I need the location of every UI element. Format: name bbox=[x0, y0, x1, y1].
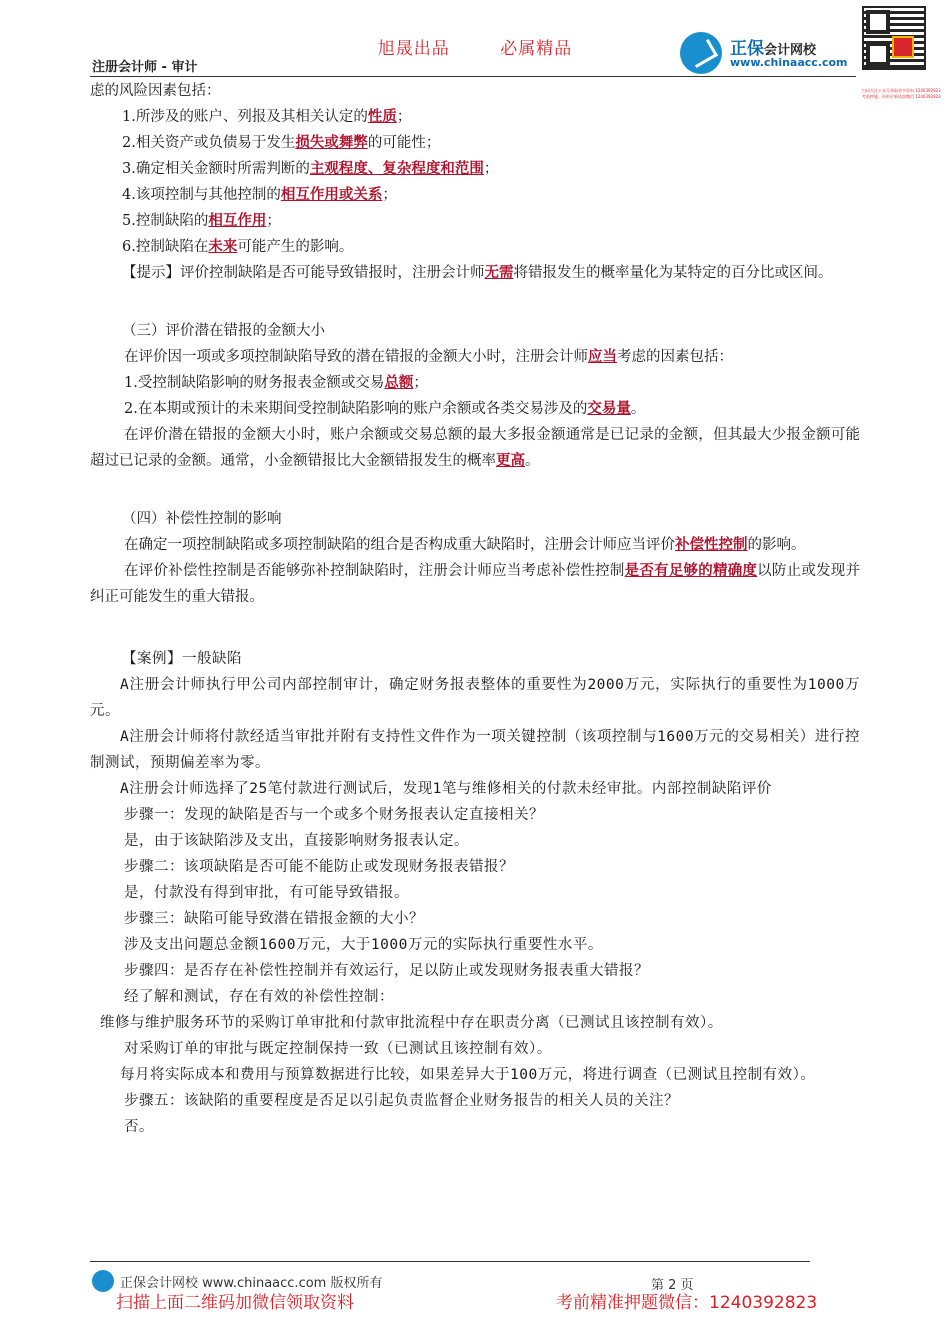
brand-mark-icon bbox=[680, 32, 722, 74]
risk-item: 2.相关资产或负债易于发生损失或舞弊的可能性； bbox=[122, 134, 441, 151]
risk-item: 5.控制缺陷的相互作用； bbox=[122, 212, 281, 229]
case-step: 经了解和测试，存在有效的补偿性控制： bbox=[124, 989, 394, 1005]
slogan-right: 必属精品 bbox=[500, 39, 573, 59]
footer-logo-icon bbox=[92, 1270, 114, 1292]
risk-item: 3.确定相关金额时所需判断的主观程度、复杂程度和范围； bbox=[122, 160, 499, 177]
brand-name: 正保会计网校 bbox=[730, 39, 817, 59]
case-step: 是，由于该缺陷涉及支出，直接影响财务报表认定。 bbox=[124, 833, 469, 849]
footer-promo-left: 扫描上面二维码加微信领取资料 bbox=[116, 1293, 354, 1313]
risk-item: 6.控制缺陷在未来可能产生的影响。 bbox=[122, 238, 354, 255]
case-step: 涉及支出问题总金额1600万元，大于1000万元的实际执行重要性水平。 bbox=[124, 937, 603, 953]
case-paragraph: A注册会计师选择了25笔付款进行测试后，发现1笔与维修相关的付款未经审批。内部控制缺陷评价 bbox=[120, 781, 772, 797]
section-3-title: （三）评价潜在错报的金额大小 bbox=[122, 323, 325, 339]
case-paragraph: A注册会计师将付款经适当审批并附有支持性文件作为一项关键控制（该项控制与1600万元的交易相关）进行控制测试，预期偏差率为零。 bbox=[90, 729, 860, 771]
case-paragraph: A注册会计师执行甲公司内部控制审计，确定财务报表整体的重要性为2000万元，实际执行的重要性为1000万元。 bbox=[90, 677, 860, 719]
section-3-lead: 在评价因一项或多项控制缺陷导致的潜在错报的金额大小时，注册会计师应当考虑的因素包括： bbox=[124, 348, 733, 365]
compensating-control: 每月将实际成本和费用与预算数据进行比较，如果差异大于100万元，将进行调查（已测试且控制有效）。 bbox=[120, 1067, 816, 1083]
brand-logo bbox=[680, 30, 860, 74]
section-4-title: （四）补偿性控制的影响 bbox=[122, 511, 282, 527]
course-title: 注册会计师 - 审计 bbox=[92, 60, 198, 75]
brand-url: www.chinaacc.com bbox=[730, 56, 848, 69]
qr-caption: 扫码关注公众号获取更多资料 1240392823 考前押题，资料更新请加微信 1240392823 bbox=[862, 88, 941, 99]
section-3-item: 2.在本期或预计的未来期间受控制缺陷影响的账户余额或各类交易涉及的交易量。 bbox=[124, 400, 646, 417]
compensating-control: 维修与维护服务环节的采购订单审批和付款审批流程中存在职责分离（已测试且该控制有效）。 bbox=[100, 1015, 723, 1031]
section-4-paragraph: 在评价补偿性控制是否能够弥补控制缺陷时，注册会计师应当考虑补偿性控制是否有足够的精确度以防止或发现并纠正可能发生的重大错报。 bbox=[90, 562, 861, 605]
case-step: 步骤一：发现的缺陷是否与一个或多个财务报表认定直接相关？ bbox=[124, 807, 544, 823]
case-step: 是，付款没有得到审批，有可能导致错报。 bbox=[124, 885, 409, 901]
section-4-paragraph: 在确定一项控制缺陷或多项控制缺陷的组合是否构成重大缺陷时，注册会计师应当评价补偿性控制的影响。 bbox=[124, 536, 806, 553]
page-number: 第 2 页 bbox=[651, 1278, 694, 1293]
case-step: 步骤五：该缺陷的重要程度是否足以引起负责监督企业财务报告的相关人员的关注？ bbox=[124, 1093, 679, 1109]
slogan-left: 旭晟出品 bbox=[377, 39, 450, 59]
intro-line: 虑的风险因素包括： bbox=[90, 83, 221, 99]
case-answer: 否。 bbox=[124, 1119, 154, 1135]
footer-divider bbox=[90, 1261, 810, 1262]
section-3-note: 在评价潜在错报的金额大小时，账户余额或交易总额的最大多报金额通常是已记录的金额，但其最大少报金额可能超过已记录的金额。通常，小金额错报比大金额错报发生的概率更高。 bbox=[90, 427, 860, 469]
case-title: 【案例】一般缺陷 bbox=[122, 651, 242, 667]
case-step: 步骤二：该项缺陷是否可能不能防止或发现财务报表错报？ bbox=[124, 859, 514, 875]
case-step: 步骤四：是否存在补偿性控制并有效运行，足以防止或发现财务报表重大错报？ bbox=[124, 963, 649, 979]
header-divider bbox=[90, 76, 856, 77]
case-study bbox=[90, 646, 860, 1140]
document-body bbox=[90, 78, 860, 1140]
footer-copyright: 正保会计网校 www.chinaacc.com 版权所有 bbox=[120, 1276, 383, 1291]
case-step: 步骤三：缺陷可能导致潜在错报金额的大小？ bbox=[124, 911, 424, 927]
qr-center-badge-icon bbox=[892, 36, 914, 58]
section-3-item: 1.受控制缺陷影响的财务报表金额或交易总额； bbox=[124, 374, 428, 391]
risk-item: 1.所涉及的账户、列报及其相关认定的性质； bbox=[122, 108, 412, 125]
footer-promo-right: 考前精准押题微信：1240392823 bbox=[556, 1293, 818, 1313]
tip-paragraph: 【提示】评价控制缺陷是否可能导致错报时，注册会计师无需将错报发生的概率量化为某特定的百分比或区间。 bbox=[122, 264, 833, 281]
risk-item: 4.该项控制与其他控制的相互作用或关系； bbox=[122, 186, 397, 203]
compensating-control: 对采购订单的审批与既定控制保持一致（已测试且该控制有效）。 bbox=[124, 1041, 552, 1057]
